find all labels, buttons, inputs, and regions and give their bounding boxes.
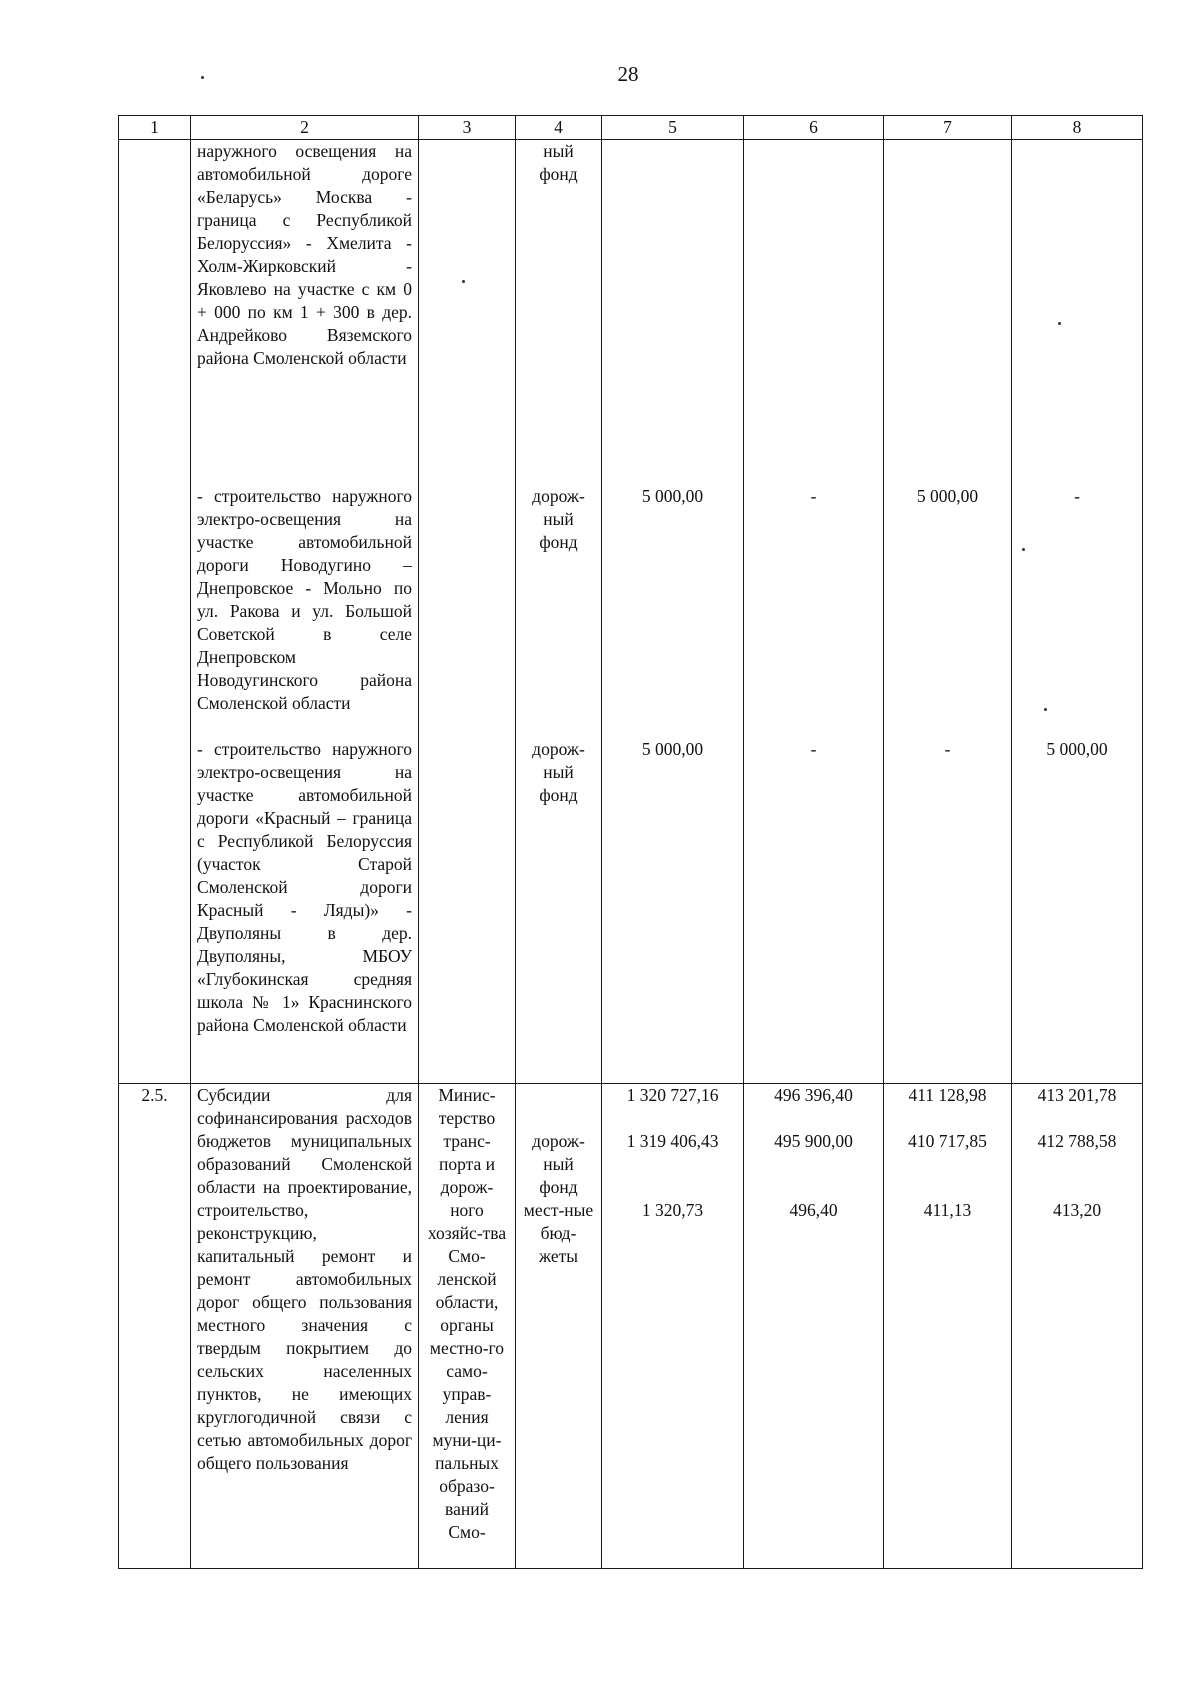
row-number-cell: [119, 140, 191, 1084]
amount-cell: [602, 1084, 744, 1569]
amount-cell: [884, 140, 1012, 1084]
column-header: 6: [744, 116, 884, 140]
local-budget-value: 1 320,73: [641, 1200, 704, 1220]
amount-value: -: [944, 739, 951, 759]
amount-value: -: [1074, 486, 1080, 506]
road-fund-value: 495 900,00: [774, 1131, 853, 1151]
amount-value: 5 000,00: [1046, 739, 1108, 759]
table-header-row: [119, 116, 1143, 140]
list-item: - строительство наружного электро-освещения на участке автомобильной дороги Новодугино – Днепровское - Мольно по ул. Ракова и ул. Большой Советской в селе Днепровском Новодугинского района Смоленской области: [197, 486, 412, 713]
road-fund-value: 412 788,58: [1037, 1131, 1117, 1151]
local-budget-value: 496,40: [789, 1200, 838, 1220]
amount-cell: [602, 140, 744, 1084]
amount-value: [750, 140, 877, 485]
amount-value: [1018, 140, 1136, 485]
amount-value: 5 000,00: [641, 486, 704, 506]
source-cell: [516, 140, 602, 1084]
source-text: [522, 1084, 595, 1130]
amount-cell: [1012, 1084, 1143, 1569]
financing-table: [118, 115, 1143, 1569]
amount-value: -: [810, 486, 817, 506]
road-fund-value: 1 319 406,43: [626, 1131, 719, 1151]
source-cell: [516, 1084, 602, 1569]
local-budget-value: 413,20: [1052, 1200, 1102, 1220]
amount-cell: [744, 1084, 884, 1569]
page-number: 28: [617, 62, 639, 86]
list-item: наружного освещения на автомобильной дороге «Беларусь» Москва - граница с Республикой Белоруссия» - Хмелита - Холм-Жирковский - Яковлево на участке с км 0 + 000 по км 1 + 300 в дер. Андрейково Вяземского района Смоленской области: [197, 141, 412, 368]
total-value: 411 128,98: [908, 1085, 987, 1105]
amount-cell: [1012, 140, 1143, 1084]
description-cell: Субсидии для софинансирования расходов бюджетов муниципальных образований Смоленской области на проектирование, строительство, реконструкцию, капитальный ремонт и ремонт автомобильных дорог общего пользования местного значения с твердым покрытием до сельских населенных пунктов, не имеющих круглогодичной связи с сетью автомобильных дорог общего пользования: [191, 1084, 419, 1569]
executor-cell: Минис-терство транс-порта и дорож-ного хозяйс-тва Смо-ленской области, органы местно-го само-управ-ления муни-ци-пальных образо-ваний Смо-: [419, 1084, 516, 1569]
column-header: 8: [1012, 116, 1143, 140]
source-text: дорож-ный фонд: [532, 486, 585, 552]
column-header: 4: [516, 116, 602, 140]
table-row: [119, 1084, 1143, 1569]
amount-value: [890, 140, 1005, 485]
column-header: 5: [602, 116, 744, 140]
table-row: [119, 140, 1143, 1084]
scan-speck: [201, 76, 204, 79]
source-text: дорож-ный фонд: [532, 1131, 585, 1197]
column-header: 7: [884, 116, 1012, 140]
source-text: мест-ные бюд-жеты: [523, 1200, 594, 1266]
total-value: 413 201,78: [1037, 1085, 1117, 1105]
road-fund-value: 410 717,85: [908, 1131, 987, 1151]
total-value: 496 396,40: [774, 1085, 853, 1105]
amount-value: 5 000,00: [641, 739, 704, 759]
amount-value: -: [810, 739, 817, 759]
source-text: ный фонд: [539, 141, 578, 184]
column-header: 1: [119, 116, 191, 140]
executor-cell: [419, 140, 516, 1084]
amount-cell: [884, 1084, 1012, 1569]
column-header: 3: [419, 116, 516, 140]
list-item: - строительство наружного электро-освещения на участке автомобильной дороги «Красный – граница с Республикой Белоруссия (участок Старой Смоленской дороги Красный - Ляды)» - Двуполяны в дер. Двуполяны, МБОУ «Глубокинская средняя школа № 1» Краснинского района Смоленской области: [197, 739, 412, 1035]
column-header: 2: [191, 116, 419, 140]
description-cell: [191, 140, 419, 1084]
total-value: 1 320 727,16: [626, 1085, 719, 1105]
row-number-cell: 2.5.: [119, 1084, 191, 1569]
amount-value: [608, 140, 737, 485]
amount-value: 5 000,00: [916, 486, 979, 506]
amount-cell: [744, 140, 884, 1084]
source-text: дорож-ный фонд: [532, 739, 585, 805]
local-budget-value: 411,13: [923, 1200, 972, 1220]
